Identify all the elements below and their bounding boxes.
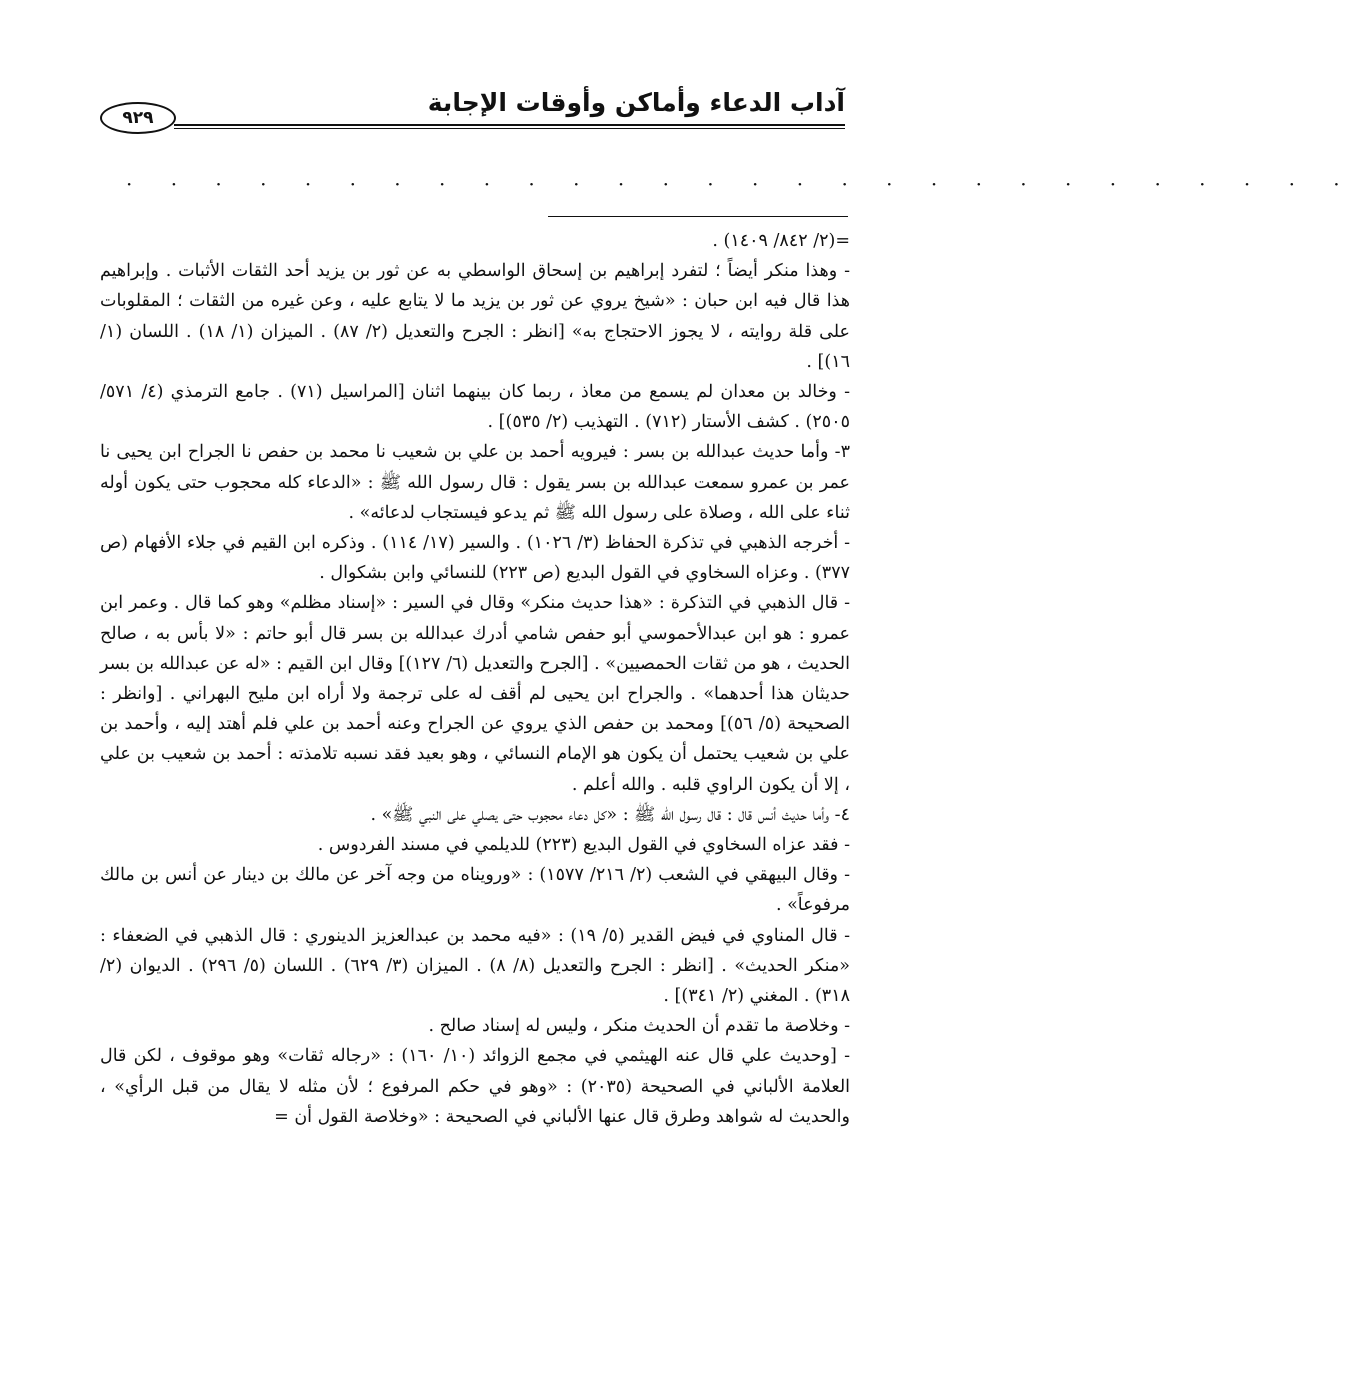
header-rule bbox=[174, 124, 845, 129]
footnote-paragraph: - فقد عزاه السخاوي في القول البديع (٢٢٣) للديلمي في مسند الفردوس . bbox=[317, 835, 850, 856]
dotted-separator: · · · · · · · · · · · · · · · · · · · · · · · · · · · · bbox=[126, 172, 1356, 196]
footnote-paragraph: - قال المناوي في فيض القدير (٥/ ١٩) : «فيه محمد بن عبدالعزيز الدينوري : قال الذهبي في الضعفاء : «منكر الحديث» . [انظر : الجرح والتعديل (٨/ ٨) . الميزان (٣/ ٦٢٩) . اللسان (٥/ ٢٩٦) . الديوان (٢/ ٣١٨) . المغني (٢/ ٣٤١)] . bbox=[100, 925, 850, 1007]
page-number: ٩٢٩ bbox=[100, 102, 176, 134]
footnote-paragraph: - [وحديث علي قال عنه الهيثمي في مجمع الزوائد (١٠/ ١٦٠) : «رجاله ثقات» وهو موقوف ، لكن قال العلامة الألباني في الصحيحة (٢٠٣٥) : «وهو في حكم المرفوع ؛ لأن مثله لا يقال من قبل الرأي» ، والحديث له شواهد وطرق قال عنها الألباني في الصحيحة : «وخلاصة القول أن = bbox=[100, 1046, 851, 1127]
footnote-rule bbox=[548, 216, 848, 217]
footnote-paragraph: - وخالد بن معدان لم يسمع من معاذ ، ربما كان بينهما اثنان [المراسيل (٧١) . جامع الترمذي (٤/ ٥٧١/ ٢٥٠٥) . كشف الأستار (٧١٢) . التهذيب (٢/ ٥٣٥)] . bbox=[100, 382, 851, 433]
footnote-paragraph: - أخرجه الذهبي في تذكرة الحفاظ (٣/ ١٠٢٦) . والسير (١٧/ ١١٤) . وذكره ابن القيم في جلاء الأفهام (ص ٣٧٧) . وعزاه السخاوي في القول البديع (ص ٢٢٣) للنسائي وابن بشكوال . bbox=[100, 533, 850, 584]
footnote-paragraph: ٤- وأما حديث أنس قال : قال رسول الله ﷺ : «كل دعاء محجوب حتى يصلي على النبي ﷺ» . bbox=[370, 804, 850, 825]
book-title: آداب الدعاء وأماكن وأوقات الإجابة bbox=[427, 88, 845, 117]
footnote-text bbox=[100, 226, 850, 1132]
page-header bbox=[100, 88, 845, 138]
footnote-paragraph: - وهذا منكر أيضاً ؛ لتفرد إبراهيم بن إسحاق الواسطي به عن ثور بن يزيد أحد الثقات الأثبات . وإبراهيم هذا قال فيه ابن حبان : «شيخ يروي عن ثور بن يزيد ما لا يتابع عليه ، وعن غيره من الثقات ؛ المقلوبات على قلة روايته ، لا يجوز الاحتجاج به» [انظر : الجرح والتعديل (٢/ ٨٧) . الميزان (١/ ١٨) . اللسان (١/ ١٦)] . bbox=[100, 261, 850, 372]
footnote-paragraph: ٣- وأما حديث عبدالله بن بسر : فيرويه أحمد بن علي بن شعيب نا محمد بن حفص نا الجراح ابن يحيى نا عمر بن عمرو سمعت عبدالله بن بسر يقول : قال رسول الله ﷺ : «الدعاء كله محجوب حتى يكون أوله ثناء على الله ، وصلاة على رسول الله ﷺ ثم يدعو فيستجاب لدعائه» . bbox=[100, 442, 850, 523]
footnote-paragraph: - وقال البيهقي في الشعب (٢/ ٢١٦/ ١٥٧٧) : «ورويناه من وجه آخر عن مالك بن دينار عن أنس بن مالك مرفوعاً» . bbox=[100, 865, 850, 916]
footnote-paragraph: - قال الذهبي في التذكرة : «هذا حديث منكر» وقال في السير : «إسناد مظلم» وهو كما قال . وعمر ابن عمرو : هو ابن عبدالأحموسي أبو حفص شامي أدرك عبدالله بن بسر قال أبو حاتم : «لا بأس به ، صالح الحديث ، هو من ثقات الحمصيين» . [الجرح والتعديل (٦/ ١٢٧)] وقال ابن القيم : «له عن عبدالله بن بسر حديثان هذا أحدهما» . والجراح ابن يحيى لم أقف له على ترجمة ولا أراه ابن مليح البهراني . [وانظر : الصحيحة (٥/ ٥٦)] ومحمد بن حفص الذي يروي عن الجراح وعنه أحمد بن علي فلم أهتد إليه ، وأحمد بن علي بن شعيب يحتمل أن يكون هو الإمام النسائي ، وهو بعيد فقد نسبه تلامذته : أحمد بن شعيب بن علي ، إلا أن يكون الراوي قلبه . والله أعلم . bbox=[100, 593, 850, 795]
footnote-paragraph: =(٢/ ٨٤٢/ ١٤٠٩) . bbox=[712, 231, 850, 251]
footnote-paragraph: - وخلاصة ما تقدم أن الحديث منكر ، وليس له إسناد صالح . bbox=[428, 1016, 850, 1037]
